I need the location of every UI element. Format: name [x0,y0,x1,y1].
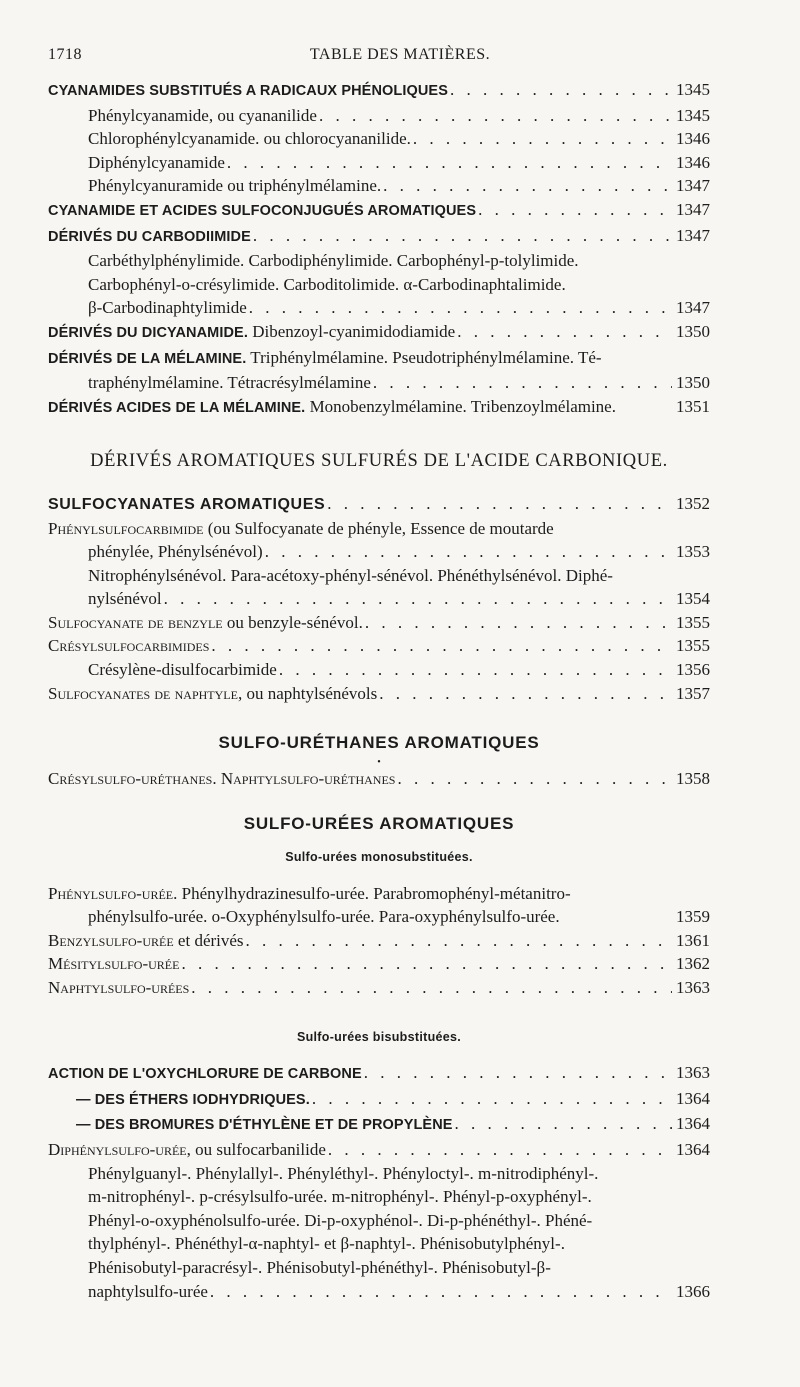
toc-entry: Crésylène-disulfocarbimide . . . 1356 [48,658,710,682]
section-heading: DÉRIVÉS AROMATIQUES SULFURÉS DE L'ACIDE CARBONIQUE. [90,451,668,472]
toc-entry-phenylsulfouree: Phénylsulfo-urée. Phénylhydrazinesulfo-urée. Parabromophényl-métanitro- [48,883,571,903]
toc-entry: Naphtylsulfo-urées . . . 1363 [48,976,710,1000]
toc-continuation: thylphényl-. Phénéthyl-α-naphtyl- et β-naphtyl-. Phénisobutylphényl-. [88,1234,565,1254]
toc-entry: CYANAMIDE ET ACIDES SULFOCONJUGUÉS AROMATIQUES . . . 1347 [48,198,710,224]
ornament: • [377,756,381,768]
toc-entry: traphénylmélamine. Tétracrésylmélamine . . . 1350 [48,371,710,395]
toc-entry: Crésylsulfocarbimides . . . 1355 [48,634,710,658]
page-header [48,46,752,68]
toc-entry: Mésitylsulfo-urée . . . 1362 [48,952,710,976]
toc-entry: Benzylsulfo-urée et dérivés . . . 1361 [48,929,710,953]
section-heading: SULFO-URÉTHANES AROMATIQUES [218,733,540,753]
toc-continuation: m-nitrophényl-. p-crésylsulfo-urée. m-nitrophényl-. Phényl-p-oxyphényl-. [88,1187,592,1207]
toc-continuation: Nitrophénylsénévol. Para-acétoxy-phényl-sénévol. Phénéthylsénévol. Diphé- [88,565,613,585]
toc-entry: naphtylsulfo-urée . . . 1366 [48,1280,710,1304]
toc-entry: — DES BROMURES D'ÉTHYLÈNE ET DE PROPYLÈNE . . . 1364 [48,1112,710,1138]
toc-entry: DÉRIVÉS DU CARBODIIMIDE . . . 1347 [48,224,710,250]
toc-entry: — DES ÉTHERS IODHYDRIQUES. . . . 1364 [48,1087,710,1113]
toc-entry: phénylée, Phénylsénévol) . . . 1353 [48,540,710,564]
toc-entry: Diphénylcyanamide . . . 1346 [48,151,710,175]
toc-entry: Diphénylsulfo-urée, ou sulfocarbanilide . . . 1364 [48,1138,710,1162]
toc-entry-phenylsulfocarbimide: Phénylsulfocarbimide (ou Sulfocyanate de phényle, Essence de moutarde [48,518,554,538]
toc-continuation: Carbophényl-o-crésylimide. Carboditolimide. α-Carbodinaphtalimide. [88,274,566,294]
toc-entry: SULFOCYANATES AROMATIQUES . . . 1352 [48,492,710,517]
section-heading: SULFO-URÉES AROMATIQUES [243,814,515,834]
subsection-heading: Sulfo-urées bisubstituées. [296,1029,462,1044]
toc-entry: Phénylcyanamide, ou cyananilide . . . 1345 [48,104,710,128]
header-title: TABLE DES MATIÈRES. [309,46,491,63]
toc-entry: nylsénévol . . . 1354 [48,587,710,611]
toc-entry: Sulfocyanate de benzyle ou benzyle-sénévol. . . . 1355 [48,611,710,635]
toc-entry: DÉRIVÉS DU DICYANAMIDE. Dibenzoyl-cyanimidodiamide . . . 1350 [48,320,710,346]
subsection-heading: Sulfo-urées monosubstituées. [285,850,473,865]
toc-continuation: Phénylguanyl-. Phénylallyl-. Phényléthyl-. Phényloctyl-. m-nitrodiphényl-. [88,1163,599,1183]
toc-continuation: Phénisobutyl-paracrésyl-. Phénisobutyl-phénéthyl-. Phénisobutyl-β- [88,1257,551,1277]
toc-continuation: Phényl-o-oxyphénolsulfo-urée. Di-p-oxyphénol-. Di-p-phénéthyl-. Phéné- [88,1210,593,1230]
toc-entry: DÉRIVÉS ACIDES DE LA MÉLAMINE. Monobenzylmélamine. Tribenzoylmélamine. 1351 [48,396,710,416]
toc-entry: Chlorophénylcyanamide. ou chlorocyananilide. . . . 1346 [48,127,710,151]
toc-entry: ACTION DE L'OXYCHLORURE DE CARBONE . . . 1363 [48,1061,710,1087]
toc-entry: CYANAMIDES SUBSTITUÉS A RADICAUX PHÉNOLIQUES . . . 1345 [48,78,710,104]
toc-entry: Crésylsulfo-uréthanes. Naphtylsulfo-uréthanes . . . 1358 [48,767,710,791]
toc-entry: β-Carbodinaphtylimide . . . 1347 [48,296,710,320]
toc-entry-melamine: DÉRIVÉS DE LA MÉLAMINE. Triphénylmélamine. Pseudotriphénylmélamine. Té- [48,347,602,367]
toc-content [48,78,710,1303]
page-number: 1718 [48,46,82,63]
toc-entry: Sulfocyanates de naphtyle, ou naphtylsénévols . . . 1357 [48,682,710,706]
toc-continuation: Carbéthylphénylimide. Carbodiphénylimide. Carbophényl-p-tolylimide. [88,251,579,271]
toc-entry: Phénylcyanuramide ou triphénylmélamine. . . . 1347 [48,174,710,198]
toc-entry: phénylsulfo-urée. o-Oxyphénylsulfo-urée. Para-oxyphénylsulfo-urée. 1359 [88,907,710,927]
